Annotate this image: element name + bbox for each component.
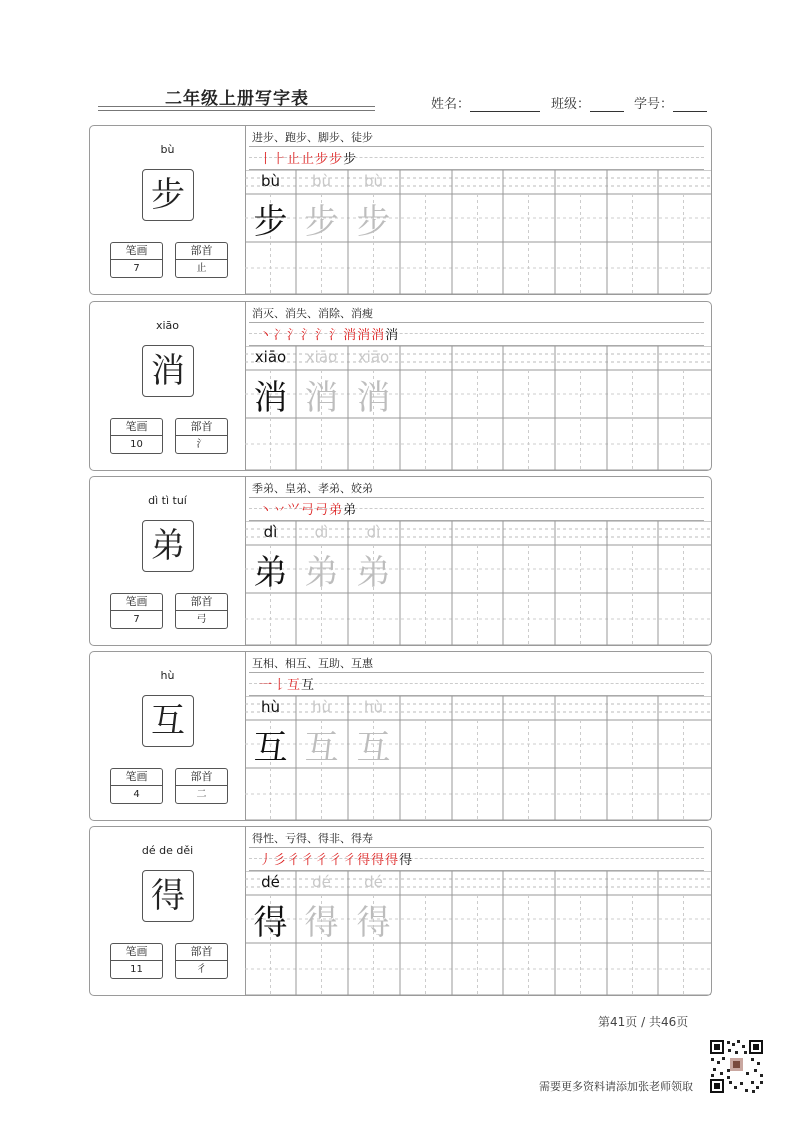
trace-character: 步 [253,202,288,242]
stroke-step: 丨 [259,152,273,167]
practice-grid[interactable] [245,871,711,995]
practice-panel [245,827,711,995]
stroke-step: 彳 [329,853,343,868]
radical-label: 部首 [176,944,227,961]
practice-grid[interactable] [245,521,711,645]
grid-pinyin: dé [364,873,383,891]
stroke-step: 丿 [259,853,273,868]
qr-code-icon [709,1039,764,1094]
char-info-panel [90,477,246,645]
stroke-count-box [110,593,163,629]
trace-character: 得 [304,903,339,943]
trace-character: 得 [253,903,288,943]
trace-character: 弟 [253,553,288,593]
stroke-count-label: 笔画 [111,944,162,961]
stroke-step: 氵 [287,328,301,343]
example-words: 进步、跑步、脚步、徒步 [252,131,373,144]
stroke-order-row [249,672,704,696]
char-info-panel [90,126,246,294]
char-display: 步 [142,169,194,221]
practice-panel [245,126,711,294]
char-display: 互 [142,695,194,747]
char-pinyin: xiāo [155,319,180,332]
stroke-step: 得 [371,853,385,868]
stroke-step: 氵 [329,328,343,343]
stroke-step: 步 [343,152,357,167]
stroke-step: 互 [301,678,315,693]
trace-character: 弟 [304,553,339,593]
stroke-step: 彳 [315,853,329,868]
stroke-step: 步 [315,152,329,167]
practice-grid[interactable] [245,346,711,470]
id-blank[interactable] [673,99,707,112]
char-pinyin: bù [160,143,175,156]
example-words: 消灭、消失、消除、消瘦 [252,307,373,320]
grid-pinyin: bù [363,172,384,190]
stroke-step: 彳 [301,853,315,868]
stroke-step: 得 [385,853,399,868]
radical-value: 彳 [196,964,207,975]
grid-pinyin: xiāo [254,348,287,366]
stroke-step: 消 [371,328,385,343]
stroke-step: 一 [259,678,273,693]
char-pinyin: dé de děi [141,844,194,857]
stroke-count-label: 笔画 [111,419,162,436]
radical-box [175,943,228,979]
stroke-sequence [259,499,357,518]
char-info-panel [90,302,246,470]
stroke-step: 丶 [259,328,273,343]
name-field[interactable] [431,93,540,112]
radical-box [175,768,228,804]
stroke-step: 弟 [329,503,343,518]
grid-pinyin: dì [366,523,381,541]
stroke-step: 丶 [259,503,273,518]
stroke-step: 消 [343,328,357,343]
title-underline [98,106,375,107]
id-label: 学号： [634,97,674,112]
stroke-step: 消 [357,328,371,343]
stroke-step: 氵 [315,328,329,343]
stroke-order-row [249,146,704,170]
trace-character: 得 [356,903,391,943]
stroke-sequence [259,849,413,868]
char-pinyin: dì tì tuí [148,494,187,507]
radical-box [175,418,228,454]
grid-pinyin: dì [263,523,278,541]
radical-label: 部首 [176,769,227,786]
trace-character: 互 [356,728,391,768]
trace-character: 互 [304,728,339,768]
example-words: 互相、相互、互助、互惠 [252,657,373,670]
practice-grid[interactable] [245,170,711,294]
grid-pinyin: dé [261,873,280,891]
grid-pinyin: dé [312,873,331,891]
stroke-sequence [259,674,315,693]
char-info-panel [90,652,246,820]
stroke-step: 得 [357,853,371,868]
radical-box [175,593,228,629]
class-label: 班级： [551,97,591,112]
trace-character: 互 [253,728,288,768]
trace-character: 消 [253,378,288,418]
char-display: 得 [142,870,194,922]
stroke-count-box [110,418,163,454]
character-card [89,301,712,471]
stroke-step: 氵 [301,328,315,343]
trace-character: 弟 [356,553,391,593]
stroke-count-box [110,943,163,979]
stroke-step: 止 [287,152,301,167]
stroke-step: 消 [385,328,399,343]
stroke-step: 互 [287,678,301,693]
char-info-panel [90,827,246,995]
stroke-count-value: 11 [130,964,143,975]
promo-text: 需要更多资料请添加张老师领取 [539,1080,693,1093]
stroke-step: ⺊ [273,152,287,167]
stroke-step: 止 [301,152,315,167]
character-card [89,476,712,646]
radical-value: 弓 [196,614,207,625]
stroke-count-value: 7 [133,263,140,274]
example-words: 季弟、皇弟、孝弟、姣弟 [252,482,373,495]
grid-pinyin: hù [260,698,280,716]
grid-pinyin: dì [314,523,329,541]
stroke-step: 弓 [301,503,315,518]
character-card [89,125,712,295]
page-number: 第41页 / 共46页 [598,1015,689,1029]
radical-value: 氵 [196,439,207,450]
name-label: 姓名： [431,97,471,112]
stroke-step: 步 [329,152,343,167]
example-words: 得性、亏得、得非、得寿 [252,832,373,845]
page-title: 二年级上册写字表 [165,89,309,109]
class-blank[interactable] [590,99,624,112]
character-card [89,651,712,821]
radical-label: 部首 [176,419,227,436]
char-display: 消 [142,345,194,397]
radical-box [175,242,228,278]
stroke-count-box [110,242,163,278]
stroke-step: 得 [399,853,413,868]
name-blank[interactable] [470,99,540,112]
trace-character: 消 [304,378,339,418]
character-card [89,826,712,996]
stroke-step: 𠄌 [273,678,287,693]
grid-pinyin: hù [311,698,331,716]
stroke-step: 彳 [343,853,357,868]
stroke-count-label: 笔画 [111,594,162,611]
class-field[interactable] [551,93,624,112]
practice-panel [245,652,711,820]
stroke-count-value: 10 [130,439,143,450]
stroke-order-row [249,497,704,521]
grid-pinyin: hù [363,698,383,716]
stroke-step: 丷 [273,503,287,518]
trace-character: 消 [356,378,391,418]
stroke-step: 冫 [273,328,287,343]
stroke-order-row [249,322,704,346]
radical-value: 止 [196,263,207,274]
stroke-step: 弟 [343,503,357,518]
stroke-step: 彡 [273,853,287,868]
stroke-step: ⺍ [287,503,301,518]
stroke-count-value: 7 [133,614,140,625]
practice-panel [245,477,711,645]
radical-label: 部首 [176,594,227,611]
grid-pinyin: xiāo [305,348,338,366]
stroke-sequence [259,148,357,167]
id-field[interactable] [634,93,707,112]
practice-panel [245,302,711,470]
grid-pinyin: bù [260,172,281,190]
radical-value: 二 [196,789,207,800]
stroke-sequence [259,324,399,343]
stroke-count-value: 4 [133,789,140,800]
trace-character: 步 [304,202,339,242]
stroke-count-label: 笔画 [111,243,162,260]
trace-character: 步 [356,202,391,242]
grid-pinyin: bù [311,172,332,190]
title-underline-2 [98,110,375,111]
stroke-order-row [249,847,704,871]
char-display: 弟 [142,520,194,572]
stroke-count-box [110,768,163,804]
stroke-count-label: 笔画 [111,769,162,786]
grid-pinyin: xiāo [357,348,390,366]
char-pinyin: hù [160,669,175,682]
practice-grid[interactable] [245,696,711,820]
stroke-step: 彳 [287,853,301,868]
stroke-step: 弓 [315,503,329,518]
radical-label: 部首 [176,243,227,260]
